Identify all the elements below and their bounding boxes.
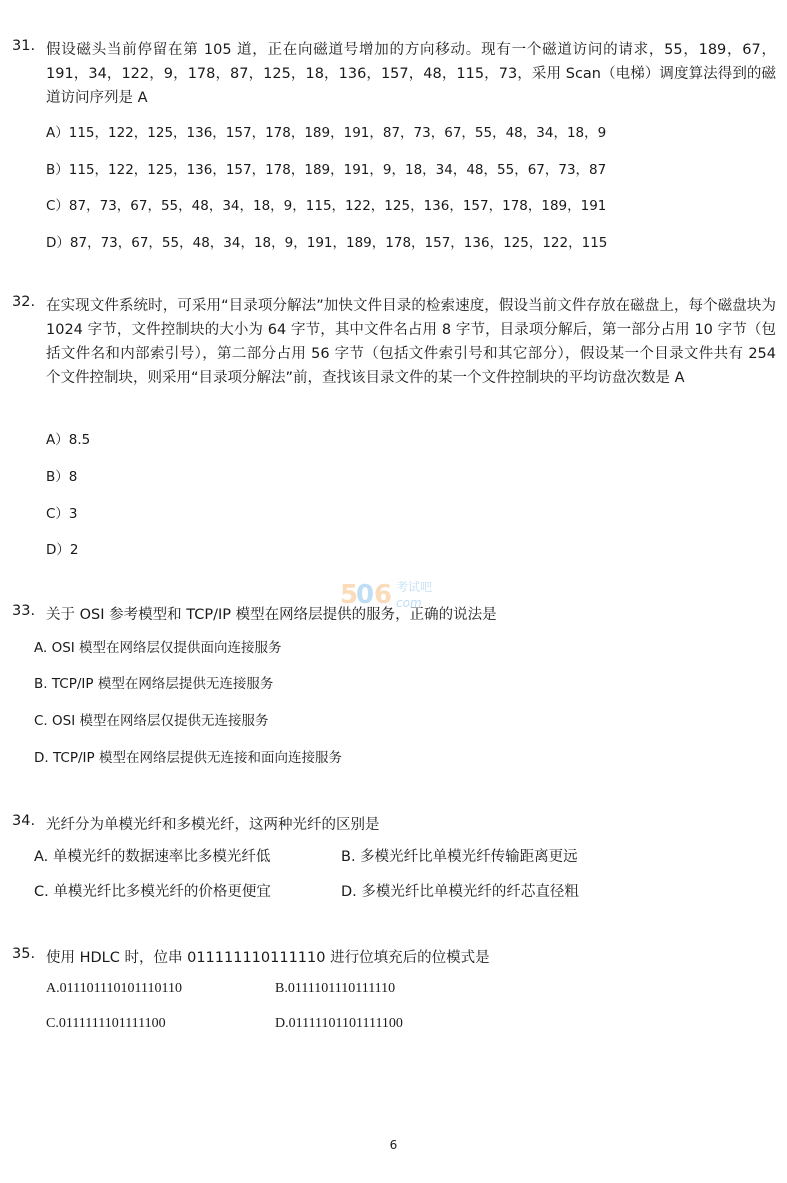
option-d: D）87，73，67，55，48，34，18，9，191，189，178，157，136，125，122，115: [46, 235, 608, 251]
svg-text:5: 5: [340, 580, 359, 610]
question-number: 32.: [12, 294, 36, 310]
option-b: B）115，122，125，136，157，178，189，191，9，18，34，48，55，67，73，87: [46, 162, 607, 178]
question-stem: 关于 OSI 参考模型和 TCP/IP 模型在网络层提供的服务，正确的说法是: [46, 607, 497, 623]
question-31: [12, 38, 776, 110]
option-d: D）2: [46, 542, 79, 558]
option-c: C. 单模光纤比多模光纤的价格更便宜: [34, 884, 271, 900]
question-32: [12, 294, 776, 390]
option-a: A）115，122，125，136，157，178，189，191，87，73，67，55，48，34，18，9: [46, 125, 607, 141]
question-34: [12, 813, 776, 837]
option-a: A.011101110101110110: [46, 981, 182, 996]
question-stem: 在实现文件系统时，可采用“目录项分解法”加快文件目录的检索速度，假设当前文件存放在磁盘上，每个磁盘块为 1024 字节，文件控制块的大小为 64 字节，其中文件名占用 8 字节，目录项分解后，第一部分占用 10 字节（包括文件名和内部索引号），第二部分占用 56 字节（包括文件索引号和其它部分），假设某一个目录文件共有 254 个文件控制块，则采用“目录项分解法”前，查找该目录文件的某一个文件控制块的平均访盘次数是 A: [46, 298, 776, 386]
question-stem: 光纤分为单模光纤和多模光纤，这两种光纤的区别是: [46, 817, 380, 833]
question-number: 31.: [12, 38, 36, 54]
page-number: 6: [389, 1138, 398, 1152]
option-b: B）8: [46, 469, 78, 485]
question-number: 34.: [12, 813, 36, 829]
question-33: [12, 603, 776, 627]
option-d: D. TCP/IP 模型在网络层提供无连接和面向连接服务: [34, 750, 342, 766]
watermark-text: com: [396, 596, 422, 610]
option-c: C）87，73，67，55，48，34，18，9，115，122，125，136，157，178，189，191: [46, 198, 607, 214]
option-a: A. OSI 模型在网络层仅提供面向连接服务: [34, 640, 282, 656]
svg-text:6: 6: [374, 580, 393, 610]
question-35: [12, 946, 776, 970]
option-a: A）8.5: [46, 432, 91, 448]
svg-text:0: 0: [356, 580, 375, 610]
option-d: D. 多模光纤比单模光纤的纤芯直径粗: [341, 884, 579, 900]
option-c: C）3: [46, 506, 78, 522]
option-b: B.0111101110111110: [275, 981, 396, 996]
question-stem: 使用 HDLC 时，位串 011111110111110 进行位填充后的位模式是: [46, 950, 490, 966]
option-c: C.0111111101111100: [46, 1016, 166, 1031]
option-b: B. 多模光纤比单模光纤传输距离更远: [341, 849, 578, 865]
question-stem: 假设磁头当前停留在第 105 道，正在向磁道号增加的方向移动。现有一个磁道访问的请求，55，189，67，191，34，122，9，178，87，125，18，136，157，48，115，73，采用 Scan（电梯）调度算法得到的磁道访问序列是 A: [46, 42, 776, 106]
question-number: 33.: [12, 603, 36, 619]
watermark-text: 考试吧: [396, 580, 433, 594]
option-c: C. OSI 模型在网络层仅提供无连接服务: [34, 713, 269, 729]
option-d: D.01111101101111100: [275, 1016, 403, 1031]
option-b: B. TCP/IP 模型在网络层提供无连接服务: [34, 676, 274, 692]
question-number: 35.: [12, 946, 36, 962]
option-a: A. 单模光纤的数据速率比多模光纤低: [34, 849, 271, 865]
